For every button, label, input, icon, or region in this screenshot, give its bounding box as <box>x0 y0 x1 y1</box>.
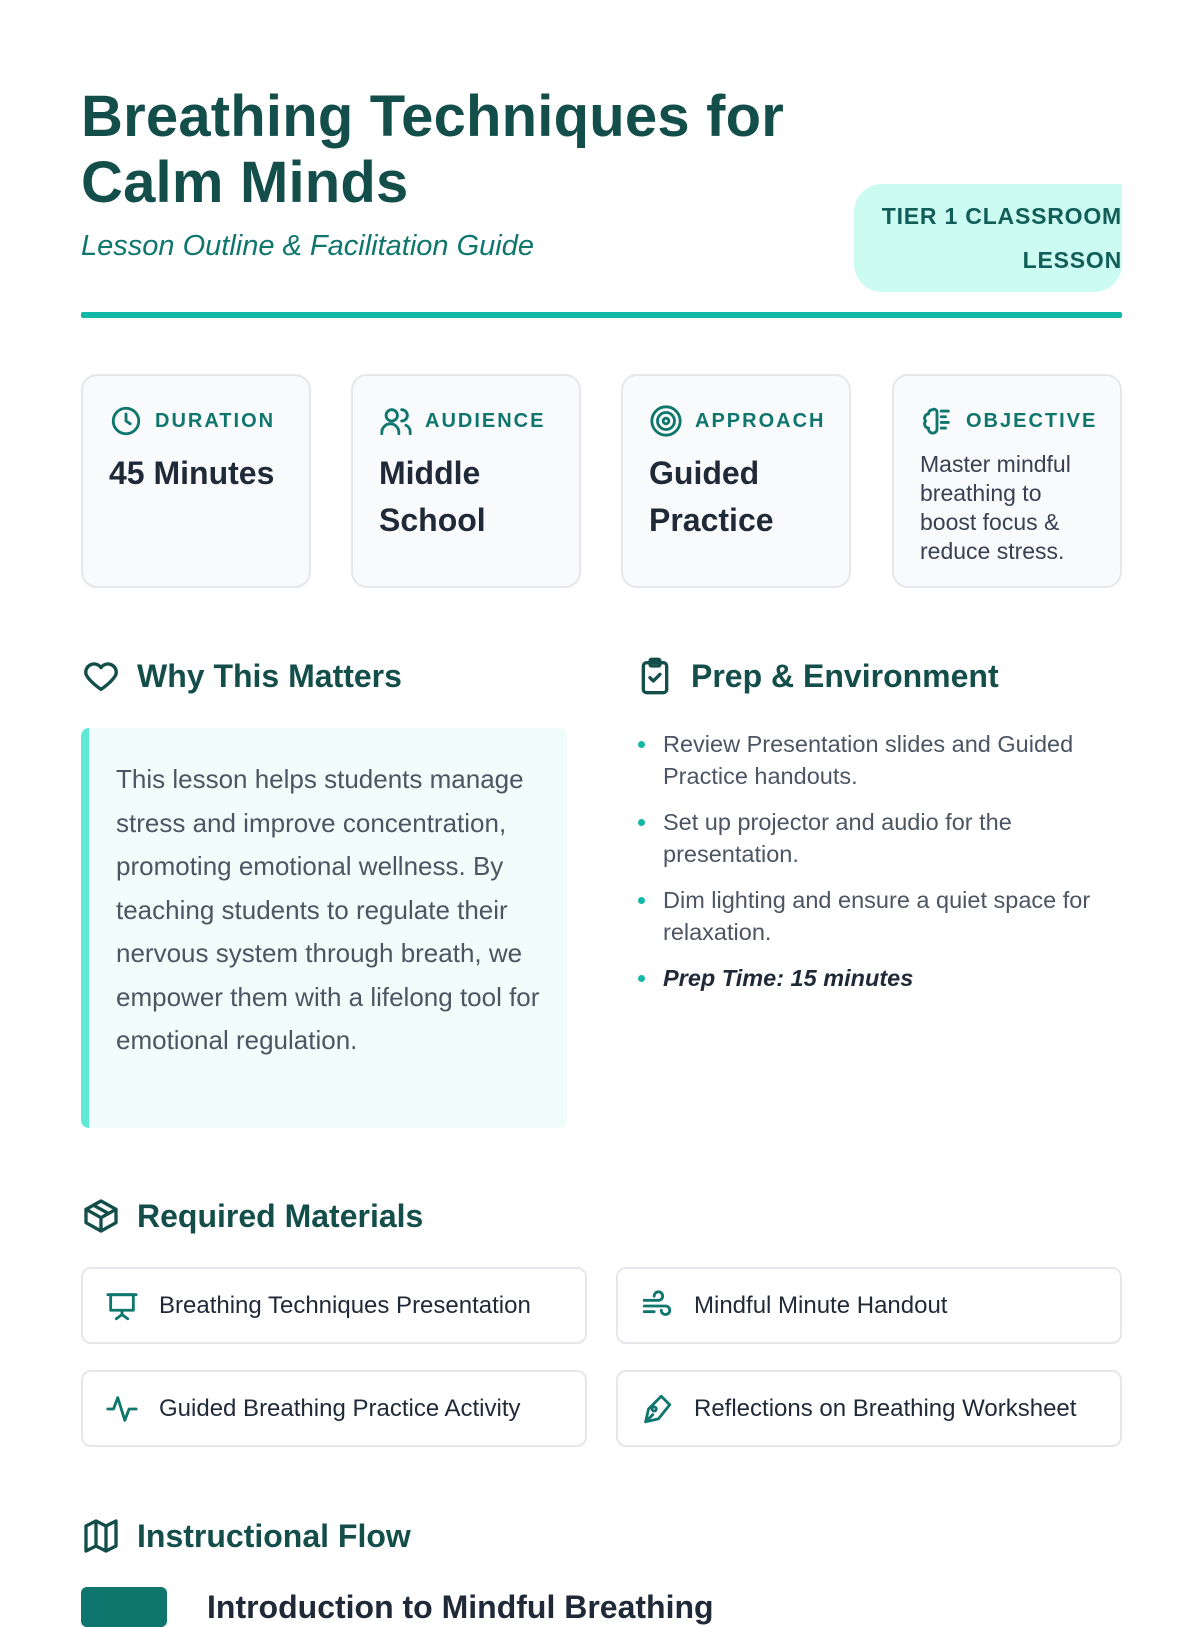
flow-step <box>81 1587 1122 1627</box>
target-icon <box>649 404 683 438</box>
material-item[interactable] <box>81 1267 587 1344</box>
approach-card <box>621 374 851 588</box>
wind-icon <box>640 1289 674 1323</box>
prep-time-item: Prep Time: 15 minutes <box>635 962 1122 994</box>
brain-icon <box>920 404 954 438</box>
material-label: Breathing Techniques Presentation <box>159 1291 531 1319</box>
material-item[interactable] <box>81 1370 587 1447</box>
flow-step-title: Introduction to Mindful Breathing <box>207 1589 714 1625</box>
why-heading-text: Why This Matters <box>137 657 402 694</box>
material-item[interactable] <box>616 1267 1122 1344</box>
duration-value: 45 Minutes <box>109 455 275 491</box>
list-item: Review Presentation slides and Guided Practice handouts. <box>635 728 1122 792</box>
why-callout: This lesson helps students manage stress and improve concentration, promoting emotional wellness. By teaching students to regulate their nervous system through breath, we empower them with a lifelong tool for emotional regulation. <box>81 728 567 1128</box>
objective-card <box>892 374 1122 588</box>
list-item: Set up projector and audio for the presentation. <box>635 806 1122 870</box>
flow-heading <box>81 1516 411 1556</box>
overview-cards <box>81 374 1122 588</box>
materials-grid <box>81 1267 1122 1447</box>
presentation-icon <box>105 1289 139 1323</box>
objective-label: OBJECTIVE <box>966 409 1098 432</box>
material-label: Mindful Minute Handout <box>694 1291 948 1319</box>
clipboard-check-icon <box>635 656 675 696</box>
page-title: Breathing Techniques for Calm Minds <box>81 84 785 215</box>
users-icon <box>379 404 413 438</box>
material-label: Guided Breathing Practice Activity <box>159 1394 521 1422</box>
list-item: Dim lighting and ensure a quiet space for relaxation. <box>635 884 1122 948</box>
header-divider <box>81 312 1122 318</box>
flow-heading-text: Instructional Flow <box>137 1517 411 1554</box>
audience-card <box>351 374 581 588</box>
lesson-page <box>81 0 1122 1625</box>
map-icon <box>81 1516 121 1556</box>
pen-tool-icon <box>640 1392 674 1426</box>
prep-heading-text: Prep & Environment <box>691 657 999 694</box>
duration-card <box>81 374 311 588</box>
header <box>81 84 1122 324</box>
materials-heading <box>81 1196 423 1236</box>
audience-label: AUDIENCE <box>425 409 546 432</box>
heart-icon <box>81 656 121 696</box>
approach-value: Guided Practice <box>649 455 774 538</box>
prep-list <box>635 728 1122 1008</box>
audience-value: Middle School <box>379 455 486 538</box>
tier-badge-label: TIER 1 CLASSROOM LESSON <box>881 203 1122 273</box>
flow-step-marker <box>81 1587 167 1627</box>
prep-heading <box>635 656 999 696</box>
clock-icon <box>109 404 143 438</box>
duration-label: DURATION <box>155 409 276 432</box>
page-subtitle: Lesson Outline & Facilitation Guide <box>81 230 534 262</box>
activity-icon <box>105 1392 139 1426</box>
package-icon <box>81 1196 121 1236</box>
material-label: Reflections on Breathing Worksheet <box>694 1394 1077 1422</box>
objective-value: Master mindful breathing to boost focus & reduce stress. <box>920 451 1071 564</box>
material-item[interactable] <box>616 1370 1122 1447</box>
tier-badge <box>854 184 1122 292</box>
why-heading <box>81 656 402 696</box>
materials-heading-text: Required Materials <box>137 1197 424 1234</box>
approach-label: APPROACH <box>695 409 826 432</box>
